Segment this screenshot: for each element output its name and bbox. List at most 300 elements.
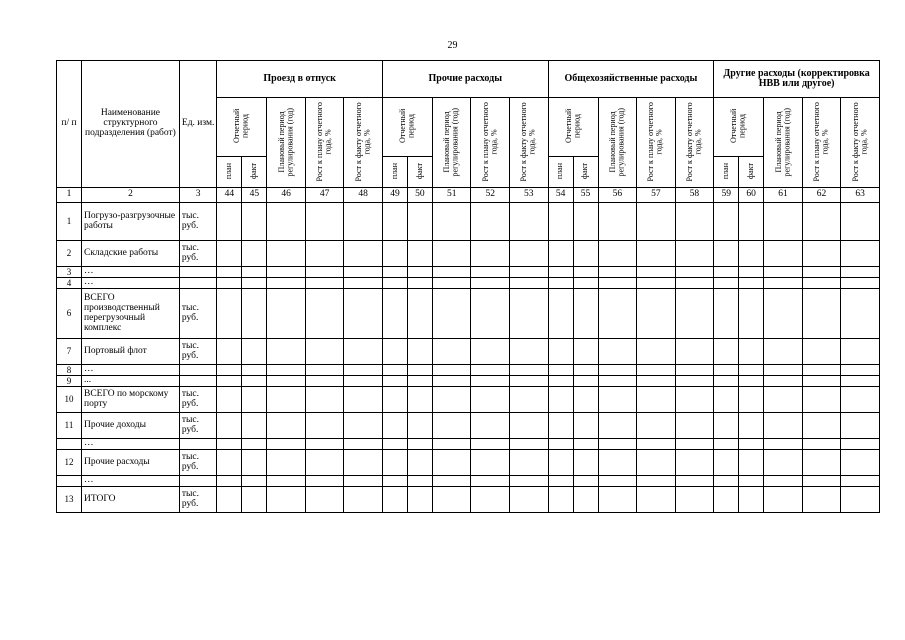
- data-cell[interactable]: [509, 439, 548, 450]
- data-cell[interactable]: [598, 413, 637, 439]
- data-cell[interactable]: [407, 487, 432, 513]
- data-cell[interactable]: [764, 387, 803, 413]
- data-cell[interactable]: [471, 376, 510, 387]
- table-row: [57, 487, 880, 513]
- data-cell[interactable]: [382, 203, 407, 241]
- data-cell[interactable]: [471, 203, 510, 241]
- data-cell[interactable]: [305, 203, 344, 241]
- data-cell[interactable]: [675, 487, 714, 513]
- data-cell[interactable]: [598, 439, 637, 450]
- data-cell[interactable]: [714, 267, 739, 278]
- data-cell[interactable]: [344, 339, 383, 365]
- data-cell[interactable]: [305, 387, 344, 413]
- data-cell[interactable]: [841, 278, 880, 289]
- table-row: [57, 203, 880, 241]
- data-cell[interactable]: [432, 487, 471, 513]
- data-cell[interactable]: [382, 278, 407, 289]
- data-cell[interactable]: [242, 476, 267, 487]
- data-cell[interactable]: [548, 203, 573, 241]
- data-cell[interactable]: [598, 278, 637, 289]
- data-cell[interactable]: [407, 450, 432, 476]
- data-cell[interactable]: [675, 203, 714, 241]
- row-number: 7: [57, 339, 82, 365]
- data-cell[interactable]: [764, 476, 803, 487]
- data-cell[interactable]: [432, 278, 471, 289]
- data-cell[interactable]: [739, 203, 764, 241]
- data-cell[interactable]: [739, 413, 764, 439]
- data-cell[interactable]: [573, 439, 598, 450]
- data-cell[interactable]: [598, 487, 637, 513]
- data-cell[interactable]: [267, 376, 306, 387]
- data-cell[interactable]: [714, 487, 739, 513]
- data-cell[interactable]: [305, 439, 344, 450]
- data-cell[interactable]: [841, 241, 880, 267]
- data-cell[interactable]: [344, 376, 383, 387]
- data-cell[interactable]: [432, 439, 471, 450]
- data-cell[interactable]: [764, 278, 803, 289]
- data-cell[interactable]: [509, 267, 548, 278]
- data-cell[interactable]: [382, 476, 407, 487]
- data-cell[interactable]: [344, 289, 383, 339]
- data-cell[interactable]: [242, 376, 267, 387]
- row-unit: тыс. руб.: [179, 339, 216, 365]
- data-cell[interactable]: [217, 278, 242, 289]
- data-cell[interactable]: [675, 365, 714, 376]
- data-cell[interactable]: [573, 487, 598, 513]
- data-cell[interactable]: [802, 487, 841, 513]
- column-number: 44: [217, 188, 242, 203]
- data-cell[interactable]: [267, 267, 306, 278]
- row-number: 12: [57, 450, 82, 476]
- data-cell[interactable]: [242, 289, 267, 339]
- data-cell[interactable]: [305, 376, 344, 387]
- data-cell[interactable]: [382, 439, 407, 450]
- data-cell[interactable]: [407, 289, 432, 339]
- data-cell[interactable]: [548, 376, 573, 387]
- data-cell[interactable]: [305, 413, 344, 439]
- data-cell[interactable]: [407, 339, 432, 365]
- data-cell[interactable]: [382, 241, 407, 267]
- data-cell[interactable]: [739, 450, 764, 476]
- data-cell[interactable]: [471, 450, 510, 476]
- data-cell[interactable]: [841, 203, 880, 241]
- data-cell[interactable]: [217, 439, 242, 450]
- data-cell[interactable]: [637, 267, 676, 278]
- data-cell[interactable]: [714, 413, 739, 439]
- data-cell[interactable]: [802, 376, 841, 387]
- data-cell[interactable]: [509, 241, 548, 267]
- data-cell[interactable]: [509, 203, 548, 241]
- data-cell[interactable]: [548, 439, 573, 450]
- data-cell[interactable]: [509, 387, 548, 413]
- data-cell[interactable]: [714, 289, 739, 339]
- data-cell[interactable]: [739, 387, 764, 413]
- data-cell[interactable]: [471, 439, 510, 450]
- data-cell[interactable]: [242, 487, 267, 513]
- data-cell[interactable]: [841, 339, 880, 365]
- data-cell[interactable]: [637, 203, 676, 241]
- data-cell[interactable]: [267, 289, 306, 339]
- data-cell[interactable]: [407, 376, 432, 387]
- data-cell[interactable]: [407, 241, 432, 267]
- data-cell[interactable]: [637, 339, 676, 365]
- data-cell[interactable]: [714, 439, 739, 450]
- data-cell[interactable]: [802, 476, 841, 487]
- data-cell[interactable]: [548, 241, 573, 267]
- data-cell[interactable]: [764, 203, 803, 241]
- data-cell[interactable]: [242, 450, 267, 476]
- data-cell[interactable]: [432, 387, 471, 413]
- data-cell[interactable]: [344, 413, 383, 439]
- data-cell[interactable]: [841, 413, 880, 439]
- data-cell[interactable]: [267, 450, 306, 476]
- data-cell[interactable]: [802, 413, 841, 439]
- data-cell[interactable]: [267, 365, 306, 376]
- data-cell[interactable]: [305, 278, 344, 289]
- data-cell[interactable]: [841, 450, 880, 476]
- data-cell[interactable]: [407, 476, 432, 487]
- data-cell[interactable]: [344, 365, 383, 376]
- data-cell[interactable]: [509, 450, 548, 476]
- data-cell[interactable]: [637, 450, 676, 476]
- data-cell[interactable]: [675, 289, 714, 339]
- data-cell[interactable]: [471, 387, 510, 413]
- data-cell[interactable]: [637, 241, 676, 267]
- data-cell[interactable]: [432, 365, 471, 376]
- data-cell[interactable]: [509, 413, 548, 439]
- data-cell[interactable]: [573, 289, 598, 339]
- row-name: …: [81, 439, 179, 450]
- data-cell[interactable]: [548, 450, 573, 476]
- data-cell[interactable]: [217, 476, 242, 487]
- data-cell[interactable]: [471, 476, 510, 487]
- data-cell[interactable]: [242, 413, 267, 439]
- data-cell[interactable]: [637, 413, 676, 439]
- data-cell[interactable]: [637, 387, 676, 413]
- data-cell[interactable]: [598, 450, 637, 476]
- data-cell[interactable]: [471, 365, 510, 376]
- data-cell[interactable]: [675, 413, 714, 439]
- data-cell[interactable]: [407, 439, 432, 450]
- data-cell[interactable]: [509, 376, 548, 387]
- data-cell[interactable]: [217, 267, 242, 278]
- data-cell[interactable]: [739, 376, 764, 387]
- data-cell[interactable]: [471, 487, 510, 513]
- data-cell[interactable]: [802, 450, 841, 476]
- data-cell[interactable]: [675, 439, 714, 450]
- data-cell[interactable]: [217, 203, 242, 241]
- data-cell[interactable]: [344, 487, 383, 513]
- data-cell[interactable]: [432, 376, 471, 387]
- data-cell[interactable]: [242, 365, 267, 376]
- data-cell[interactable]: [739, 267, 764, 278]
- data-cell[interactable]: [802, 439, 841, 450]
- data-cell[interactable]: [471, 339, 510, 365]
- data-cell[interactable]: [432, 267, 471, 278]
- data-cell[interactable]: [637, 289, 676, 339]
- row-unit: тыс. руб.: [179, 487, 216, 513]
- data-cell[interactable]: [598, 289, 637, 339]
- data-cell[interactable]: [714, 450, 739, 476]
- data-cell[interactable]: [548, 365, 573, 376]
- data-cell[interactable]: [382, 267, 407, 278]
- data-cell[interactable]: [217, 487, 242, 513]
- data-cell[interactable]: [573, 278, 598, 289]
- data-cell[interactable]: [714, 387, 739, 413]
- data-cell[interactable]: [637, 278, 676, 289]
- data-cell[interactable]: [598, 376, 637, 387]
- data-cell[interactable]: [802, 278, 841, 289]
- data-cell[interactable]: [573, 387, 598, 413]
- plan-header: план: [217, 157, 242, 188]
- data-cell[interactable]: [344, 387, 383, 413]
- data-cell[interactable]: [267, 339, 306, 365]
- data-cell[interactable]: [598, 387, 637, 413]
- data-cell[interactable]: [217, 365, 242, 376]
- data-cell[interactable]: [432, 241, 471, 267]
- data-cell[interactable]: [267, 476, 306, 487]
- data-cell[interactable]: [382, 339, 407, 365]
- data-cell[interactable]: [242, 439, 267, 450]
- data-cell[interactable]: [764, 241, 803, 267]
- data-cell[interactable]: [548, 387, 573, 413]
- data-cell[interactable]: [714, 203, 739, 241]
- data-cell[interactable]: [764, 339, 803, 365]
- data-cell[interactable]: [739, 487, 764, 513]
- data-cell[interactable]: [675, 339, 714, 365]
- data-cell[interactable]: [267, 387, 306, 413]
- data-cell[interactable]: [739, 476, 764, 487]
- data-cell[interactable]: [573, 376, 598, 387]
- data-cell[interactable]: [509, 365, 548, 376]
- data-cell[interactable]: [802, 387, 841, 413]
- data-cell[interactable]: [802, 365, 841, 376]
- data-cell[interactable]: [267, 241, 306, 267]
- data-cell[interactable]: [382, 413, 407, 439]
- data-cell[interactable]: [764, 376, 803, 387]
- data-cell[interactable]: [573, 339, 598, 365]
- planned-period-header: Плановый период регулирования (год): [432, 98, 471, 188]
- data-cell[interactable]: [344, 203, 383, 241]
- data-cell[interactable]: [407, 365, 432, 376]
- data-cell[interactable]: [675, 278, 714, 289]
- data-cell[interactable]: [305, 241, 344, 267]
- row-unit: [179, 365, 216, 376]
- data-cell[interactable]: [841, 487, 880, 513]
- data-cell[interactable]: [598, 203, 637, 241]
- data-cell[interactable]: [305, 339, 344, 365]
- data-cell[interactable]: [432, 450, 471, 476]
- data-cell[interactable]: [675, 376, 714, 387]
- data-cell[interactable]: [242, 267, 267, 278]
- data-cell[interactable]: [714, 476, 739, 487]
- data-cell[interactable]: [637, 476, 676, 487]
- data-cell[interactable]: [382, 376, 407, 387]
- data-cell[interactable]: [242, 241, 267, 267]
- table-row: [57, 439, 880, 450]
- data-cell[interactable]: [382, 387, 407, 413]
- data-cell[interactable]: [573, 476, 598, 487]
- data-cell[interactable]: [548, 476, 573, 487]
- data-cell[interactable]: [548, 267, 573, 278]
- data-cell[interactable]: [675, 476, 714, 487]
- data-cell[interactable]: [675, 267, 714, 278]
- data-cell[interactable]: [841, 439, 880, 450]
- data-cell[interactable]: [407, 267, 432, 278]
- data-cell[interactable]: [841, 365, 880, 376]
- data-cell[interactable]: [637, 376, 676, 387]
- data-cell[interactable]: [573, 203, 598, 241]
- data-cell[interactable]: [344, 278, 383, 289]
- data-cell[interactable]: [841, 387, 880, 413]
- data-cell[interactable]: [714, 339, 739, 365]
- data-cell[interactable]: [739, 289, 764, 339]
- data-cell[interactable]: [382, 450, 407, 476]
- data-cell[interactable]: [305, 476, 344, 487]
- data-cell[interactable]: [267, 278, 306, 289]
- data-cell[interactable]: [344, 439, 383, 450]
- data-cell[interactable]: [739, 365, 764, 376]
- data-cell[interactable]: [509, 289, 548, 339]
- data-cell[interactable]: [407, 278, 432, 289]
- data-cell[interactable]: [598, 365, 637, 376]
- data-cell[interactable]: [573, 413, 598, 439]
- data-cell[interactable]: [509, 476, 548, 487]
- data-cell[interactable]: [764, 289, 803, 339]
- data-cell[interactable]: [305, 487, 344, 513]
- data-cell[interactable]: [573, 267, 598, 278]
- data-cell[interactable]: [675, 387, 714, 413]
- data-cell[interactable]: [598, 241, 637, 267]
- data-cell[interactable]: [802, 203, 841, 241]
- data-cell[interactable]: [509, 278, 548, 289]
- data-cell[interactable]: [471, 289, 510, 339]
- data-cell[interactable]: [764, 450, 803, 476]
- data-cell[interactable]: [764, 413, 803, 439]
- data-cell[interactable]: [764, 267, 803, 278]
- data-cell[interactable]: [573, 450, 598, 476]
- data-cell[interactable]: [841, 267, 880, 278]
- data-cell[interactable]: [739, 439, 764, 450]
- data-cell[interactable]: [267, 439, 306, 450]
- data-cell[interactable]: [471, 267, 510, 278]
- row-number: 11: [57, 413, 82, 439]
- data-cell[interactable]: [217, 413, 242, 439]
- data-cell[interactable]: [573, 241, 598, 267]
- data-cell[interactable]: [305, 267, 344, 278]
- data-cell[interactable]: [714, 278, 739, 289]
- data-cell[interactable]: [432, 339, 471, 365]
- data-cell[interactable]: [802, 289, 841, 339]
- data-cell[interactable]: [637, 439, 676, 450]
- data-cell[interactable]: [407, 203, 432, 241]
- data-cell[interactable]: [217, 289, 242, 339]
- data-cell[interactable]: [382, 289, 407, 339]
- column-number: 46: [267, 188, 306, 203]
- data-cell[interactable]: [242, 339, 267, 365]
- table-row: [57, 289, 880, 339]
- data-cell[interactable]: [802, 339, 841, 365]
- data-cell[interactable]: [598, 267, 637, 278]
- data-cell[interactable]: [407, 387, 432, 413]
- data-cell[interactable]: [509, 339, 548, 365]
- data-cell[interactable]: [217, 376, 242, 387]
- data-cell[interactable]: [471, 278, 510, 289]
- data-cell[interactable]: [714, 376, 739, 387]
- data-cell[interactable]: [432, 476, 471, 487]
- data-cell[interactable]: [242, 387, 267, 413]
- data-cell[interactable]: [802, 267, 841, 278]
- data-cell[interactable]: [802, 241, 841, 267]
- data-cell[interactable]: [471, 241, 510, 267]
- data-cell[interactable]: [764, 487, 803, 513]
- data-cell[interactable]: [841, 476, 880, 487]
- data-cell[interactable]: [267, 413, 306, 439]
- data-cell[interactable]: [432, 289, 471, 339]
- data-cell[interactable]: [407, 413, 432, 439]
- data-cell[interactable]: [344, 450, 383, 476]
- data-cell[interactable]: [267, 203, 306, 241]
- data-cell[interactable]: [217, 450, 242, 476]
- data-cell[interactable]: [739, 241, 764, 267]
- data-cell[interactable]: [305, 450, 344, 476]
- data-cell[interactable]: [739, 339, 764, 365]
- data-cell[interactable]: [471, 413, 510, 439]
- data-cell[interactable]: [509, 487, 548, 513]
- data-cell[interactable]: [344, 241, 383, 267]
- row-number: 9: [57, 376, 82, 387]
- data-cell[interactable]: [344, 267, 383, 278]
- data-cell[interactable]: [841, 289, 880, 339]
- data-cell[interactable]: [637, 365, 676, 376]
- data-cell[interactable]: [598, 476, 637, 487]
- data-cell[interactable]: [675, 241, 714, 267]
- row-unit: [179, 278, 216, 289]
- data-cell[interactable]: [217, 387, 242, 413]
- data-cell[interactable]: [432, 203, 471, 241]
- data-cell[interactable]: [548, 487, 573, 513]
- data-cell[interactable]: [637, 487, 676, 513]
- data-cell[interactable]: [764, 365, 803, 376]
- data-cell[interactable]: [598, 339, 637, 365]
- data-cell[interactable]: [242, 278, 267, 289]
- data-cell[interactable]: [432, 413, 471, 439]
- data-cell[interactable]: [548, 413, 573, 439]
- growth-fact-header: Рост к факту отчетного года, %: [675, 98, 714, 188]
- data-cell[interactable]: [382, 487, 407, 513]
- data-cell[interactable]: [305, 289, 344, 339]
- data-cell[interactable]: [217, 339, 242, 365]
- plan-header: план: [548, 157, 573, 188]
- data-cell[interactable]: [267, 487, 306, 513]
- data-cell[interactable]: [344, 476, 383, 487]
- data-cell[interactable]: [382, 365, 407, 376]
- data-cell[interactable]: [548, 289, 573, 339]
- data-cell[interactable]: [548, 278, 573, 289]
- data-cell[interactable]: [764, 439, 803, 450]
- data-cell[interactable]: [242, 203, 267, 241]
- data-cell[interactable]: [739, 278, 764, 289]
- data-cell[interactable]: [841, 376, 880, 387]
- data-cell[interactable]: [305, 365, 344, 376]
- data-cell[interactable]: [714, 365, 739, 376]
- data-cell[interactable]: [217, 241, 242, 267]
- data-cell[interactable]: [548, 339, 573, 365]
- data-cell[interactable]: [675, 450, 714, 476]
- data-cell[interactable]: [714, 241, 739, 267]
- data-cell[interactable]: [573, 365, 598, 376]
- table-row: [57, 476, 880, 487]
